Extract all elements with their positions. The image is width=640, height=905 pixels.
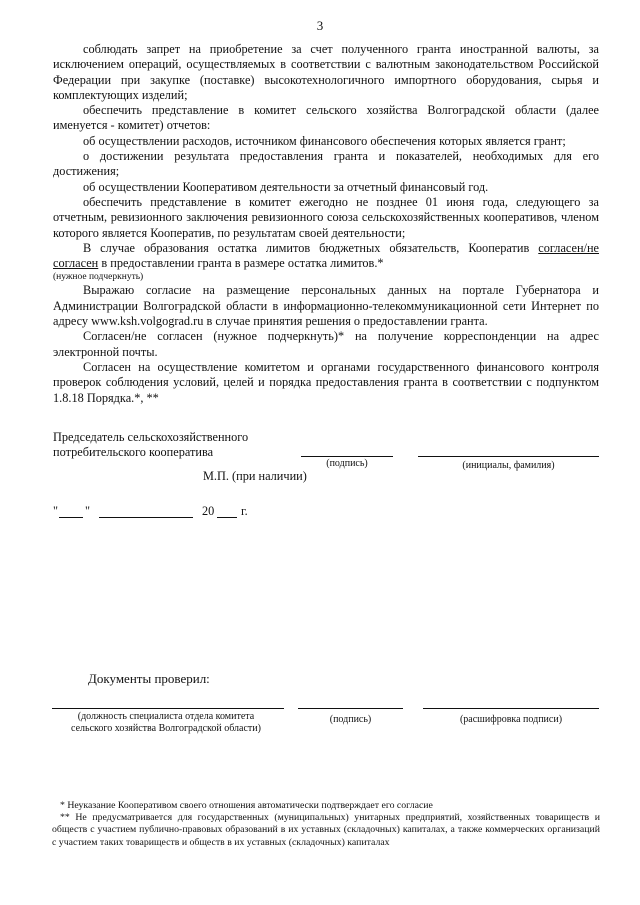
date-field: " " 20 г. <box>53 504 248 518</box>
date-month-line <box>99 517 193 518</box>
paragraph-audit-conclusion: обеспечить представление в комитет ежегодно не позднее 01 июня года, следующего за отчетным, ревизионного заключения ревизионного союза сельскохозяйственных кооперативов, членом которого является Кооператив, по результатам своей деятельности; <box>53 194 599 240</box>
underline-note: (нужное подчеркнуть) <box>53 272 144 283</box>
paragraph-remaining-limits <box>53 241 599 272</box>
chairman-name-line <box>418 456 599 457</box>
paragraph-currency-ban: соблюдать запрет на приобретение за счет полученного гранта иностранной валюты, за исключением операций, осуществляемых в соответствии с валютным законодательством Российской Федерации при закупке (поставке) высокотехнологичного импортного оборудования, сырья и комплектующих изделий; <box>53 42 599 102</box>
page-number: 3 <box>316 18 324 33</box>
chairman-signature-line <box>301 456 393 457</box>
paragraph-report-activity: об осуществлении Кооперативом деятельности за отчетный финансовый год. <box>83 179 489 194</box>
chairman-name-caption: (инициалы, фамилия) <box>462 460 555 471</box>
paragraph-reports: обеспечить представление в комитет сельского хозяйства Волгоградской области (далее именуется - комитет) отчетов: <box>53 103 599 133</box>
limits-text-start: В случае образования остатка лимитов бюджетных обязательств, Кооператив <box>83 240 530 255</box>
verifier-position-caption: (должность специалиста отдела комитета сельского хозяйства Волгоградской области) <box>71 711 261 734</box>
verifier-signature-caption: (подпись) <box>329 714 372 725</box>
paragraph-report-expenses: об осуществлении расходов, источником финансового обеспечения которых является грант; <box>83 133 566 148</box>
paragraph-inspection-consent: Согласен на осуществление комитетом и органами государственного финансового контроля проверок соблюдения условий, целей и порядка предоставления гранта в соответствии с подпунктом 1.8.18 Порядка.*, ** <box>53 359 599 405</box>
limits-choice: согласен/не согласен <box>53 240 600 271</box>
limits-text-end: в предоставлении гранта в размере остатка лимитов.* <box>98 256 384 271</box>
verifier-name-caption: (расшифровка подписи) <box>459 714 563 725</box>
verifier-position-line <box>52 708 284 709</box>
footnotes <box>52 800 600 849</box>
document-body <box>53 42 599 406</box>
date-day-line <box>59 517 83 518</box>
chairman-title: Председатель сельскохозяйственного потребительского кооператива <box>53 430 249 459</box>
paragraph-report-results: о достижении результата предоставления гранта и показателей, необходимых для его достижения; <box>53 149 599 179</box>
paragraph-personal-data: Выражаю согласие на размещение персональных данных на портале Губернатора и Администрации Волгоградской области в информационно-телекоммуникационной сети Интернет по адресу www.ksh.volgograd.ru в случае принятия решения о предоставлении гранта. <box>53 283 599 329</box>
verifier-name-line <box>423 708 599 709</box>
verifier-signature-line <box>298 708 403 709</box>
documents-checked-title: Документы проверил: <box>88 671 210 686</box>
paragraph-email-consent: Согласен/не согласен (нужное подчеркнуть)* на получение корреспонденции на адрес электронной почты. <box>53 329 599 359</box>
stamp-place: М.П. (при наличии) <box>203 469 307 483</box>
footnote-2: ** Не предусматривается для государственных (муниципальных) унитарных предприятий, хозяйственных товариществ и обществ с участием публично-правовых образований в их уставных (складочных) капиталах, а также коммерческих организаций с участием таких товариществ и обществ в их уставных (складочных) капиталах <box>52 812 600 848</box>
footnote-1: * Неуказание Кооперативом своего отношения автоматически подтверждает его согласие <box>60 800 433 811</box>
date-year-line <box>217 517 237 518</box>
chairman-signature-caption: (подпись) <box>326 458 368 469</box>
